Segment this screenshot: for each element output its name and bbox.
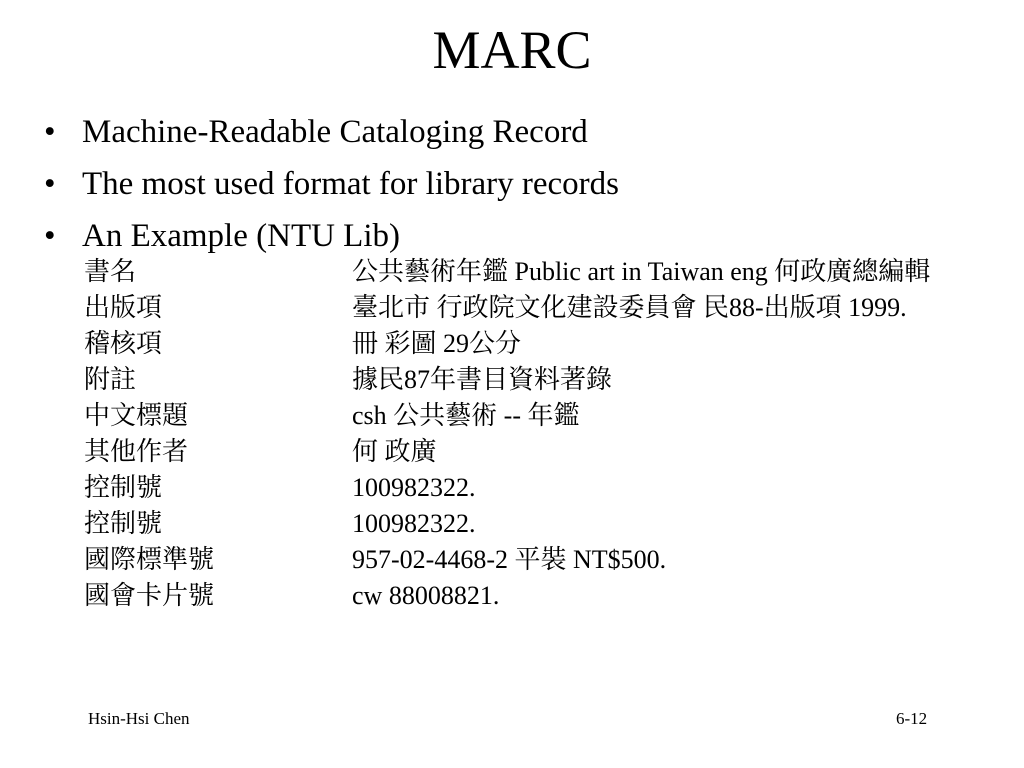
- record-field-value: 公共藝術年鑑 Public art in Taiwan eng 何政廣總編輯: [352, 257, 931, 286]
- footer-author: Hsin-Hsi Chen: [88, 709, 190, 728]
- record-field-value: 臺北市 行政院文化建設委員會 民88-出版項 1999.: [352, 293, 907, 322]
- record-field-label: 國際標準號: [84, 545, 215, 574]
- record-row-note: [84, 362, 1004, 398]
- bullet-item: [42, 158, 1002, 210]
- slide-title: MARC: [432, 20, 592, 80]
- record-row-title: [84, 254, 1004, 290]
- record-field-label: 稽核項: [84, 329, 163, 358]
- bullet-marker: •: [44, 114, 56, 150]
- record-row-control-number: [84, 506, 1004, 542]
- record-row-collation: [84, 326, 1004, 362]
- bullet-text: Machine-Readable Cataloging Record: [82, 114, 588, 150]
- bullet-marker: •: [44, 166, 56, 202]
- record-row-imprint: [84, 290, 1004, 326]
- record-row-other-author: [84, 434, 1004, 470]
- record-field-label: 中文標題: [84, 401, 189, 430]
- record-field-value: 據民87年書目資料著錄: [352, 365, 613, 394]
- catalog-record: [84, 254, 1004, 614]
- record-field-value: csh 公共藝術 -- 年鑑: [352, 401, 580, 430]
- record-field-value: cw 88008821.: [352, 581, 500, 610]
- record-row-lccn: [84, 578, 1004, 614]
- bullet-item: [42, 106, 1002, 158]
- bullet-marker: •: [44, 218, 56, 254]
- record-field-value: 冊 彩圖 29公分: [352, 329, 522, 358]
- record-field-label: 控制號: [84, 473, 163, 502]
- footer-page-number: 6-12: [896, 709, 928, 728]
- bullet-text: The most used format for library records: [82, 166, 619, 202]
- record-field-label: 國會卡片號: [84, 581, 215, 610]
- record-row-subject: [84, 398, 1004, 434]
- bullet-text: An Example (NTU Lib): [82, 218, 400, 254]
- record-row-control-number: [84, 470, 1004, 506]
- record-field-value: 何 政廣: [352, 437, 437, 466]
- record-field-label: 控制號: [84, 509, 163, 538]
- record-field-label: 其他作者: [84, 437, 189, 466]
- bullet-list: [42, 106, 1002, 262]
- record-field-value: 100982322.: [352, 509, 476, 538]
- record-row-isbn: [84, 542, 1004, 578]
- record-field-label: 出版項: [84, 293, 163, 322]
- record-field-value: 100982322.: [352, 473, 476, 502]
- record-field-value: 957-02-4468-2 平裝 NT$500.: [352, 545, 667, 574]
- record-field-label: 附註: [84, 365, 137, 394]
- record-field-label: 書名: [84, 257, 137, 286]
